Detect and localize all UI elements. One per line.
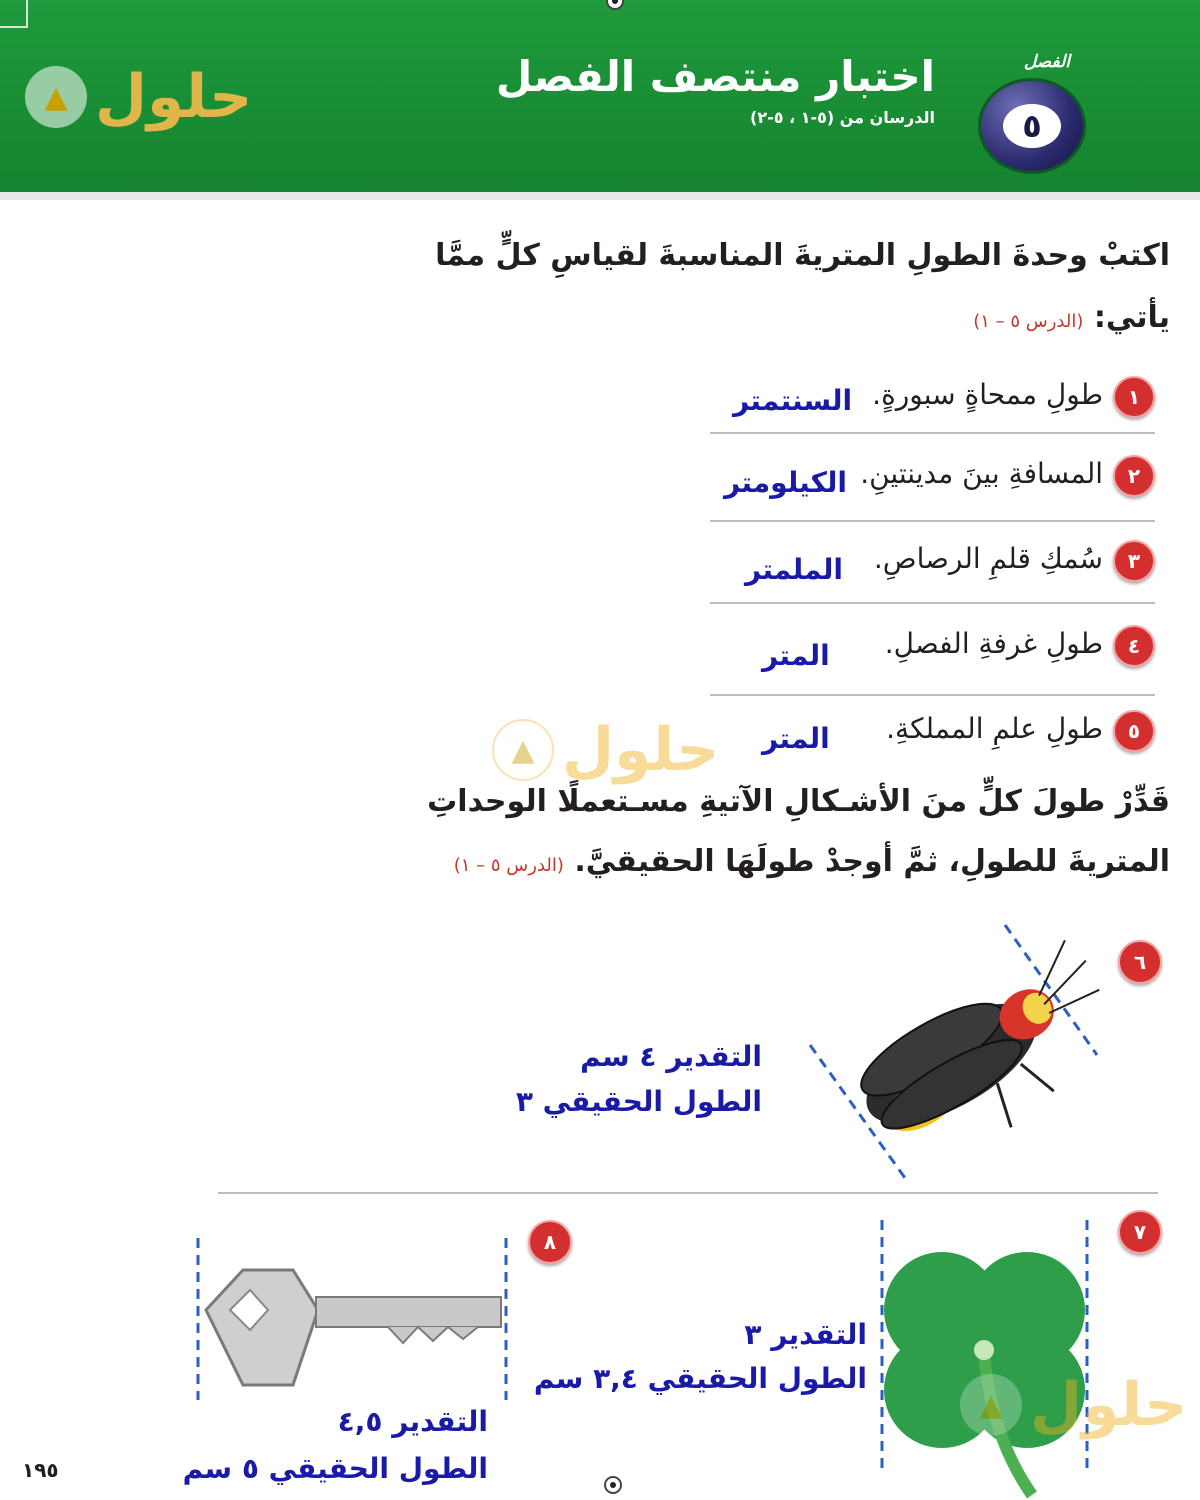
question-number: ٢ — [1113, 455, 1155, 497]
watermark-logo — [25, 62, 252, 132]
question-text: طولِ علمِ المملكةِ. — [886, 712, 1103, 745]
watermark-logo — [492, 715, 719, 785]
instruction-1-line1: اكتبْ وحدةَ الطولِ المتريةَ المناسبةَ لقياسِ كلٍّ ممَّا — [435, 238, 1170, 273]
chapter-header — [0, 0, 1200, 200]
watermark-text: حلول — [1030, 1370, 1188, 1440]
estimate-6: التقدير ٤ سم — [580, 1040, 762, 1073]
instruction-1-line2-text: يأتي: — [1093, 300, 1170, 335]
chapter-label: الفصل — [1023, 52, 1070, 72]
divider — [710, 432, 1155, 434]
clover-image — [872, 1215, 1097, 1500]
answer-3: الملمتر — [745, 553, 843, 586]
question-number: ٨ — [528, 1220, 572, 1264]
book-icon: ▲ — [25, 66, 87, 128]
question-number: ٤ — [1113, 625, 1155, 667]
answer-4: المتر — [762, 639, 830, 672]
question-number: ٣ — [1113, 540, 1155, 582]
firefly-image — [805, 920, 1105, 1185]
question-text: سُمكِ قلمِ الرصاصِ. — [873, 542, 1103, 575]
question-number: ٥ — [1113, 710, 1155, 752]
actual-8: الطول الحقيقي ٥ سم — [182, 1452, 488, 1485]
answer-1: السنتمتر — [733, 384, 853, 417]
divider — [710, 694, 1155, 696]
actual-7: الطول الحقيقي ٣,٤ سم — [533, 1362, 867, 1395]
watermark-text: حلول — [95, 62, 253, 132]
answer-2: الكيلومتر — [724, 466, 847, 499]
page-title: اختبار منتصف الفصل — [495, 52, 935, 101]
instruction-2-line2 — [454, 844, 1170, 879]
lesson-reference: (الدرس ٥ – ١) — [453, 855, 564, 876]
instruction-2-line2-text: المتريةَ للطولِ، ثمَّ أوجدْ طولَهَا الحقيقيَّ. — [574, 844, 1170, 879]
key-image — [188, 1235, 513, 1405]
answer-5: المتر — [762, 722, 830, 755]
question-number: ٧ — [1118, 1210, 1162, 1254]
page-subtitle: الدرسان من (٥-١ ، ٥-٢) — [750, 108, 935, 127]
book-icon: ▲ — [960, 1374, 1022, 1436]
estimate-7: التقدير ٣ — [744, 1318, 867, 1351]
divider — [710, 602, 1155, 604]
actual-6: الطول الحقيقي ٣ — [515, 1085, 762, 1118]
corner-mark — [0, 0, 28, 28]
watermark-logo — [960, 1370, 1187, 1440]
lesson-reference: (الدرس ٥ – ١) — [973, 311, 1084, 332]
question-text: طولِ غرفةِ الفصلِ. — [884, 627, 1103, 660]
question-text: طولِ ممحاةٍ سبورةٍ. — [872, 378, 1103, 411]
instruction-1-line2 — [973, 300, 1170, 335]
instruction-2-line1: قَدِّرْ طولَ كلٍّ منَ الأشـكالِ الآتيةِ مسـتعملًا الوحداتِ — [427, 784, 1170, 819]
book-icon: ▲ — [492, 719, 554, 781]
chapter-number: ٥ — [1003, 104, 1061, 148]
question-number: ١ — [1113, 376, 1155, 418]
divider — [710, 520, 1155, 522]
watermark-text: حلول — [562, 715, 720, 785]
registration-mark — [604, 1476, 622, 1494]
question-text: المسافةِ بينَ مدينتينِ. — [860, 457, 1103, 490]
estimate-8: التقدير ٤,٥ — [337, 1405, 488, 1438]
page-number: ١٩٥ — [22, 1458, 59, 1482]
chapter-badge — [978, 78, 1086, 174]
question-number: ٦ — [1118, 940, 1162, 984]
divider — [218, 1192, 1158, 1194]
